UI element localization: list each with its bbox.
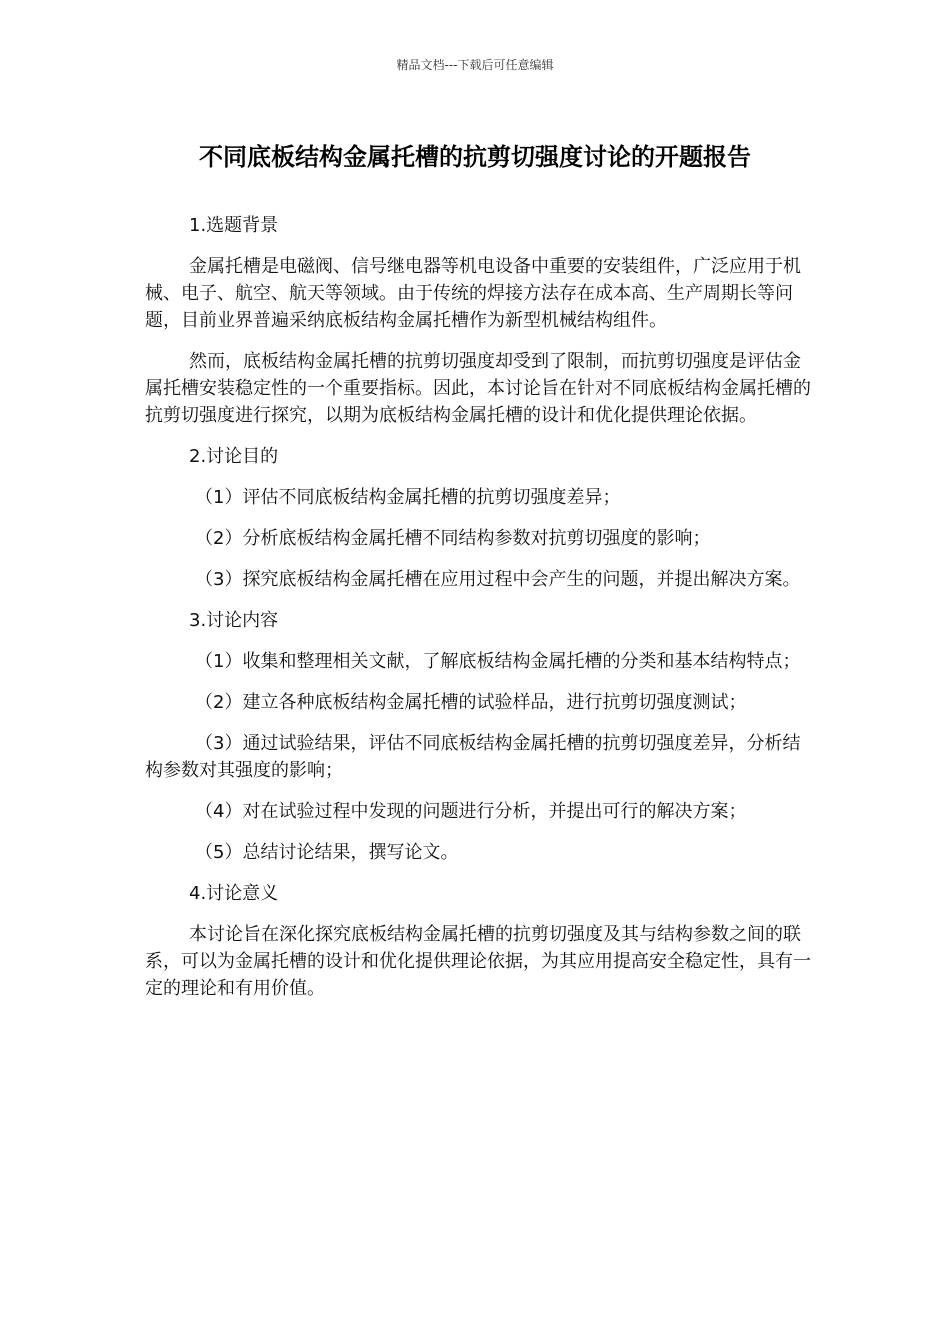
paragraph-significance: 本讨论旨在深化探究底板结构金属托槽的抗剪切强度及其与结构参数之间的联系，可以为金属托槽的设计和优化提供理论依据，为其应用提高安全稳定性，具有一定的理论和有用价值。	[145, 924, 811, 999]
purpose-item-2: （2）分析底板结构金属托槽不同结构参数对抗剪切强度的影响；	[195, 528, 711, 549]
paragraph-background-2: 然而，底板结构金属托槽的抗剪切强度却受到了限制，而抗剪切强度是评估金属托槽安装稳定性的一个重要指标。因此，本讨论旨在针对不同底板结构金属托槽的抗剪切强度进行探究，以期为底板结构金属托槽的设计和优化提供理论依据。	[145, 351, 811, 426]
section-heading-significance: 4.讨论意义	[189, 883, 279, 904]
document-title: 不同底板结构金属托槽的抗剪切强度讨论的开题报告	[199, 143, 751, 171]
section-heading-purpose: 2.讨论目的	[189, 446, 279, 467]
content-item-2: （2）建立各种底板结构金属托槽的试验样品，进行抗剪切强度测试；	[195, 692, 747, 713]
paragraph-background-1: 金属托槽是电磁阀、信号继电器等机电设备中重要的安装组件，广泛应用于机械、电子、航空、航天等领域。由于传统的焊接方法存在成本高、生产周期长等问题，目前业界普遍采纳底板结构金属托槽作为新型机械结构组件。	[145, 256, 801, 331]
content-item-5: （5）总结讨论结果，撰写论文。	[195, 842, 459, 863]
section-heading-background: 1.选题背景	[189, 215, 279, 236]
content-item-4: （4）对在试验过程中发现的问题进行分析，并提出可行的解决方案；	[195, 801, 747, 822]
section-heading-content: 3.讨论内容	[189, 610, 279, 631]
page-header: 精品文档---下载后可任意编辑	[396, 58, 554, 72]
purpose-item-1: （1）评估不同底板结构金属托槽的抗剪切强度差异；	[195, 487, 621, 508]
purpose-item-3: （3）探究底板结构金属托槽在应用过程中会产生的问题，并提出解决方案。	[195, 569, 801, 590]
content-item-3: （3）通过试验结果，评估不同底板结构金属托槽的抗剪切强度差异，分析结构参数对其强度的影响；	[145, 733, 801, 781]
document-body	[145, 212, 815, 1016]
content-item-1: （1）收集和整理相关文献，了解底板结构金属托槽的分类和基本结构特点；	[195, 651, 801, 672]
